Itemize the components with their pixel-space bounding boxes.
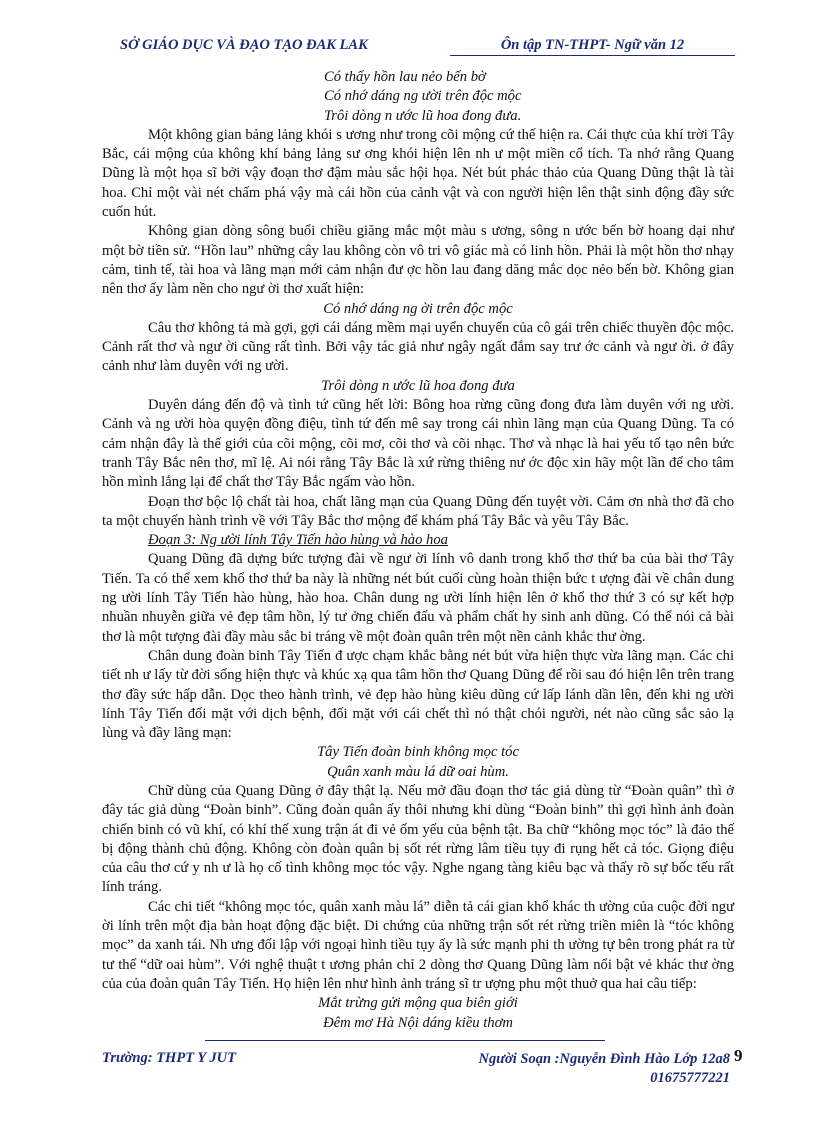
footer-school: Trường: THPT Y JUT	[102, 1050, 236, 1066]
paragraph: Các chi tiết “không mọc tóc, quân xanh màu lá” diễn tả cái gian khổ khác th ường của cuộc đời ngư ời lính trên một địa bàn hoạt động đặc biệt. Di chứng của những trận sốt rét rừng triền miên là “tóc không mọc” da xanh tái. Nh ưng đối lập với ngoại hình tiều tụy ấy là sức mạnh phi th ường tự bên trong phát ra từ tư thế “dữ oai hùm”. Với nghệ thuật t ương phản chỉ 2 dòng thơ Quang Dũng làm nổi bật vẻ khác thư ờng của của đoàn quân Tây Tiến. Họ hiện lên như hình ảnh tráng sĩ tr ượng phu một thuở qua hai câu tiếp:	[102, 898, 734, 992]
paragraph: Không gian dòng sông buổi chiều giăng mắc một màu s ương, sông n ước bến bờ hoang dại như một bờ tiền sử. “Hồn lau” những cây lau không còn vô tri vô giác mà có linh hồn. Phải là một hồn thơ nhạy cảm, tinh tế, tài hoa và lãng mạn mới cảm nhận đư ợc hồn lau đang dăng mắc dọc nẻo bến bờ. Không gian nên thơ ấy làm nền cho ngư ời thơ xuất hiện:	[102, 223, 734, 298]
paragraph: Quang Dũng đã dựng bức tượng đài về ngư ời lính vô danh trong khổ thơ thứ ba của bài thơ Tây Tiến. Ta có thể xem khổ thơ thứ ba này là những nét bút cuối cùng hoàn thiện bức t ượng đài về chân dung ng ười lính Tây Tiến hào hùng, hào hoa. Chân dung ng ười lính hiện lên ở khổ thơ thứ 3 có sự kết hợp nhuần nhuyễn giữa vẻ đẹp tâm hồn, lý tư ởng chiến đấu và phẩm chất hy sinh anh dũng. Có thể nói cả bài thơ là một tượng đài đầy màu sắc bi tráng về một đoàn quân trên một nền cảnh khắc thư ờng.	[102, 551, 734, 645]
paragraph: Một không gian bảng lảng khói s ương như trong cõi mộng cứ thế hiện ra. Cái thực của khí trời Tây Bắc, cái mộng của không khí bảng lảng sư ơng khói hiện lên nh ư một miền cổ tích. Ta nhớ rằng Quang Dũng là một họa sĩ bởi vậy đoạn thơ đậm màu sắc hội họa. Nét bút phác thảo của Quang Dũng thật là tài hoa. Chỉ một vài nét chấm phá vậy mà cái hồn của cảnh vật và con người hiện lên thật sinh động đầy sức cuốn hút.	[102, 126, 734, 221]
footer-phone: 01675777221	[650, 1070, 730, 1086]
verse-quote: Tây Tiến đoàn binh không mọc tóc	[317, 744, 519, 761]
verse-quote: Trôi dòng n ước lũ hoa đong đưa	[321, 377, 515, 394]
footer-author: Người Soạn :Nguyễn Đình Hào Lớp 12a8	[478, 1051, 730, 1067]
poem-line: Có nhớ dáng ng ười trên độc mộc	[324, 88, 522, 105]
footer-divider	[205, 1040, 605, 1041]
verse-quote: Có nhớ dáng ng ời trên độc mộc	[323, 300, 513, 317]
section-heading-text: Đoạn 3: Ng ười lính Tây Tiến hào hùng và hào hoa	[148, 532, 448, 549]
paragraph: Đoạn thơ bộc lộ chất tài hoa, chất lãng mạn của Quang Dũng đến tuyệt vời. Cảm ơn nhà thơ đã cho ta một chuyến hành trình về với Tây Bắc thơ mộng để khám phá Tây Bắc và yêu Tây Bắc.	[102, 493, 734, 529]
document-body	[102, 68, 734, 1033]
footer-author-block	[440, 1050, 730, 1088]
verse-quote: Mắt trừng gửi mộng qua biên giới	[318, 995, 518, 1012]
verse-quote: Đêm mơ Hà Nội dáng kiều thơm	[323, 1014, 513, 1031]
paragraph: Chữ dùng của Quang Dũng ở đây thật lạ. Nếu mở đầu đoạn thơ tác giả dùng từ “Đoàn quân” thì ở đây tác giả dùng “Đoàn binh”. Cũng đoàn quân ấy thôi nhưng khi dùng “Đoàn binh” thì gợi hình ảnh đoàn chiến binh có vũ khí, có khí thế xung trận át đi vẻ ốm yếu của bệnh tật. Ba chữ “không mọc tóc” là đảo thế bị động thành chủ động. Không còn đoàn quân bị sốt rét rừng lâm tiều tụy đi rụng hết cả tóc. Giọng điệu của câu thơ cứ y nh ư là họ cố tình không mọc tóc vậy. Nghe ngang tàng kiêu bạc và thấy rõ sự bốc tếu rất lính tráng.	[102, 782, 734, 896]
page-number: 9	[734, 1046, 743, 1065]
section-heading	[102, 531, 734, 550]
paragraph: Chân dung đoàn binh Tây Tiến đ ược chạm khắc bằng nét bút vừa hiện thực vừa lãng mạn. Các chi tiết nh ư lấy từ đời sống hiện thực và khúc xạ qua tâm hồn thơ Quang Dũng để rồi sau đó hiện lên trên trang thơ đầy sức hấp dẫn. Dọc theo hành trình, vẻ đẹp hào hùng kiêu dũng cứ lấp lánh dần lên, đến khi ng ười lính Tây Tiến đối mặt với dịch bệnh, đối mặt với cái chết thì nó thật chói người, nét nào cũng sắc sảo lạ lùng và đầy lãng mạn:	[102, 647, 734, 742]
paragraph: Duyên dáng đến độ và tình tứ cũng hết lời: Bông hoa rừng cũng đong đưa làm duyên với ng ười. Cảnh và ng ười hòa quyện đồng điệu, tình tứ đến mê say trong cái nhìn lãng mạn của Quang Dũng. Ta có cảm nhận đây là thế giới của cõi mộng, cõi mơ, cõi thơ và cõi nhạc. Thơ và nhạc là hai yếu tố tạo nên bức tranh Tây Bắc nên thơ, mĩ lệ. Ai nói rằng Tây Bắc là xứ rừng thiêng nư ớc độc xin hãy một lần để cho tâm hồn mình lắng lại để chất thơ Tây Bắc ngấm vào hồn.	[102, 397, 734, 491]
verse-quote: Quân xanh màu lá dữ oai hùm.	[327, 763, 509, 780]
poem-line: Có thấy hồn lau nẻo bến bờ	[324, 69, 486, 85]
header-subject: Ôn tập TN-THPT- Ngữ văn 12	[450, 37, 735, 56]
header-department: SỞ GIÁO DỤC VÀ ĐẠO TẠO ĐAK LAK	[120, 37, 368, 53]
poem-line: Trôi dòng n ước lũ hoa đong đưa.	[324, 107, 522, 124]
paragraph: Câu thơ không tả mà gợi, gợi cái dáng mềm mại uyển chuyển của cô gái trên chiếc thuyền độc mộc. Cảnh rất thơ và ngư ời cũng rất tình. Bởi vậy tác giả như ngây ngất đắm say trư ớc cảnh và ngư ời. ở đây cảnh như làm duyên với ng ười.	[102, 319, 734, 375]
